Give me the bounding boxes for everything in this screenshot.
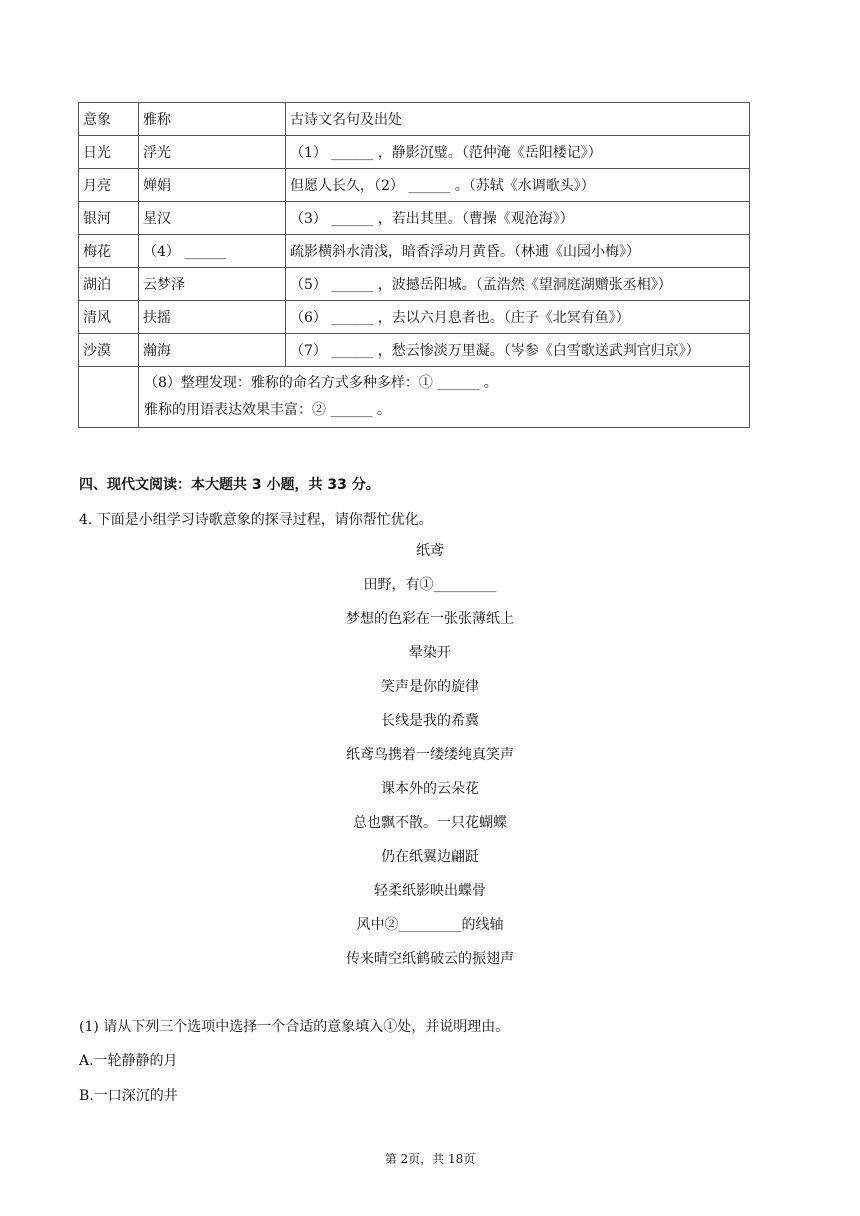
- poem-line: 纸鸢鸟携着一缕缕纯真笑声: [346, 747, 514, 763]
- page-footer: 第 2页，共 18页: [384, 1152, 476, 1166]
- option-a: A.一轮静静的月: [79, 1053, 178, 1069]
- elegant-name-cell: （4） ______: [139, 235, 286, 268]
- table-row: [79, 169, 750, 202]
- imagery-cell: 湖泊: [79, 268, 139, 301]
- elegant-name-cell: 星汉: [139, 202, 286, 235]
- table-header-row: [79, 103, 750, 136]
- elegant-name-cell: 瀚海: [139, 334, 286, 367]
- question-intro: 4. 下面是小组学习诗歌意象的探寻过程，请你帮忙优化。: [79, 512, 433, 528]
- poem-line: 仍在纸翼边翩跹: [381, 849, 479, 865]
- poem-line: 笑声是你的旋律: [381, 679, 479, 695]
- poem-line: 课本外的云朵花: [381, 781, 479, 797]
- quote-cell: 但愿人长久，（2） ______ 。（苏轼《水调歌头》）: [286, 169, 750, 202]
- poem-line: 长线是我的希冀: [381, 713, 479, 729]
- table-row: [79, 136, 750, 169]
- elegant-name-cell: 浮光: [139, 136, 286, 169]
- poem-line: 轻柔纸影映出蝶骨: [374, 883, 486, 899]
- table-row: [79, 334, 750, 367]
- section-heading: 四、现代文阅读：本大题共 3 小题，共 33 分。: [79, 477, 380, 493]
- poem: [0, 541, 860, 983]
- header-cell: 意象: [79, 103, 139, 136]
- imagery-cell: 日光: [79, 136, 139, 169]
- header-cell: 古诗文名句及出处: [286, 103, 750, 136]
- option-b: B.一口深沉的井: [79, 1088, 178, 1104]
- imagery-cell: 清风: [79, 301, 139, 334]
- table-note-row: [79, 367, 750, 428]
- poem-title: 纸鸢: [416, 543, 444, 559]
- poem-line: 晕染开: [409, 645, 451, 661]
- summary-cell: [139, 367, 750, 428]
- poem-line: 田野，有①_________: [363, 577, 497, 593]
- table-row: [79, 202, 750, 235]
- poem-line: 传来晴空纸鹤破云的振翅声: [346, 951, 514, 967]
- quote-cell: （5） ______ ，波撼岳阳城。（孟浩然《望洞庭湖赠张丞相》）: [286, 268, 750, 301]
- summary-line-2: 雅称的用语表达效果丰富：② ______ 。: [144, 402, 391, 418]
- quote-cell: 疏影横斜水清浅，暗香浮动月黄昏。（林逋《山园小梅》）: [286, 235, 750, 268]
- empty-cell: [79, 367, 139, 428]
- imagery-cell: 沙漠: [79, 334, 139, 367]
- quote-cell: （7） ______ ，愁云惨淡万里凝。（岑参《白雪歌送武判官归京》）: [286, 334, 750, 367]
- imagery-cell: 银河: [79, 202, 139, 235]
- quote-cell: （3） ______ ，若出其里。（曹操《观沧海》）: [286, 202, 750, 235]
- summary-line-1: （8）整理发现：雅称的命名方式多种多样：① ______ 。: [144, 375, 498, 391]
- elegant-name-cell: 婵娟: [139, 169, 286, 202]
- table-row: [79, 235, 750, 268]
- poem-line: 梦想的色彩在一张张薄纸上: [346, 611, 514, 627]
- imagery-cell: 梅花: [79, 235, 139, 268]
- header-cell: 雅称: [139, 103, 286, 136]
- elegant-name-cell: 扶摇: [139, 301, 286, 334]
- poem-line: 风中②_________的线轴: [356, 917, 504, 933]
- imagery-table: [78, 102, 750, 428]
- table-row: [79, 268, 750, 301]
- quote-cell: （6） ______ ，去以六月息者也。（庄子《北冥有鱼》）: [286, 301, 750, 334]
- table-row: [79, 301, 750, 334]
- quote-cell: （1） ______ ，静影沉璧。（范仲淹《岳阳楼记》）: [286, 136, 750, 169]
- elegant-name-cell: 云梦泽: [139, 268, 286, 301]
- imagery-cell: 月亮: [79, 169, 139, 202]
- sub-question: (1) 请从下列三个选项中选择一个合适的意象填入①处，并说明理由。: [79, 1019, 510, 1035]
- poem-line: 总也飘不散。一只花蝴蝶: [353, 815, 507, 831]
